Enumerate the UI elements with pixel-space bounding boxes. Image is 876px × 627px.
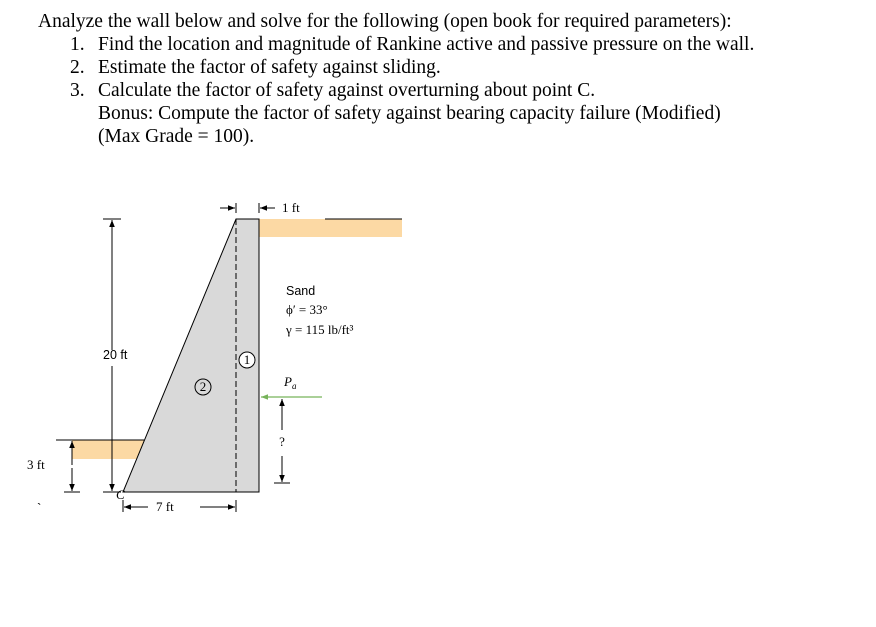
max-grade: (Max Grade = 100). [98, 126, 255, 147]
active-force-subscript: a [291, 381, 297, 391]
front-depth-label: 3 ft [27, 457, 45, 472]
stray-mark: ` [37, 500, 42, 515]
question-3-text: Calculate the factor of safety against overturning about point C. [98, 80, 596, 101]
question-1-text: Find the location and magnitude of Rankine active and passive pressure on the wall. [98, 34, 755, 55]
section-1-label: 1 [243, 352, 251, 367]
toe-label: C [116, 487, 125, 502]
retaining-wall [123, 219, 259, 492]
active-force-label [283, 374, 297, 391]
base-width-label: 7 ft [156, 499, 174, 514]
section-2-label: 2 [199, 379, 207, 394]
bonus-question: Bonus: Compute the factor of safety against bearing capacity failure (Modified) [98, 103, 721, 124]
question-2-text: Estimate the factor of safety against sliding. [98, 57, 441, 78]
unit-weight: γ = 115 lb/ft³ [286, 322, 354, 337]
backfill-soil-band [259, 219, 402, 237]
problem-intro: Analyze the wall below and solve for the following (open book for required parameters): [38, 11, 732, 32]
soil-name: Sand [286, 284, 316, 298]
pa-location-label: ? [279, 434, 285, 449]
question-3-number: 3. [70, 80, 85, 101]
top-width-label: 1 ft [282, 200, 300, 215]
question-1-number: 1. [70, 34, 85, 55]
friction-angle: ϕ′ = 33° [286, 302, 328, 317]
height-label: 20 ft [103, 348, 128, 362]
active-force-symbol: P [284, 374, 292, 389]
front-soil-band [72, 440, 144, 459]
question-2-number: 2. [70, 57, 85, 78]
